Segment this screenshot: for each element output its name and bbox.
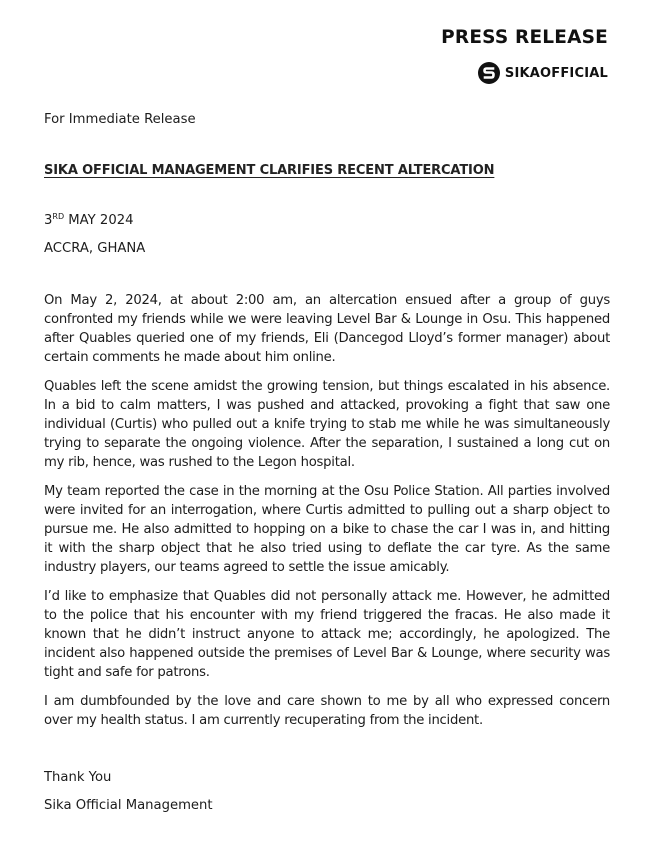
press-release-header (441, 26, 608, 84)
statement-body (44, 291, 610, 730)
paragraph: I am dumbfounded by the love and care shown to me by all who expressed concern over my health status. I am currently recuperating from the incident. (44, 694, 610, 728)
paragraph: Quables left the scene amidst the growing tension, but things escalated in his absence. In a bid to calm matters, I was pushed and attacked, provoking a fight that saw one individual (Curtis) who pulled out a knife trying to stab me while he was simultaneously trying to separate the ongoing violence. After the separation, I sustained a long cut on my rib, hence, was rushed to the Legon hospital. (44, 379, 610, 470)
paragraph: My team reported the case in the morning at the Osu Police Station. All parties involved were invited for an interrogation, where Curtis admitted to pulling out a sharp object to pursue me. He also admitted to hopping on a bike to chase the car I was in, and hitting it with the sharp object that he also tried using to deflate the car tyre. As the same industry players, our teams agreed to settle the issue amicably. (44, 484, 610, 575)
brand-name: SIKAOFFICIAL (504, 65, 608, 81)
closing: Thank You (44, 770, 112, 785)
date-day: 3 (44, 213, 53, 228)
date-suffix: RD (52, 212, 65, 221)
sika-s-logo-icon (478, 62, 500, 84)
paragraph: I’d like to emphasize that Quables did not personally attack me. However, he admitted to the police that his encounter with my friend triggered the fracas. He also made it known that he didn’t instruct anyone to attack me; accordingly, he apologized. The incident also happened outside the premises of Level Bar & Lounge, where security was tight and safe for patrons. (44, 589, 610, 680)
signature: Sika Official Management (44, 798, 213, 813)
brand-lockup (441, 62, 608, 84)
headline: SIKA OFFICIAL MANAGEMENT CLARIFIES RECENT ALTERCATION (44, 163, 495, 178)
location: ACCRA, GHANA (44, 241, 146, 256)
press-release-body (44, 110, 610, 824)
press-release-title: PRESS RELEASE (441, 27, 608, 48)
release-date (44, 211, 610, 230)
paragraph: On May 2, 2024, at about 2:00 am, an altercation ensued after a group of guys confronted my friends while we were leaving Level Bar & Lounge in Osu. This happened after Quables queried one of my friends, Eli (Dancegod Lloyd’s former manager) about certain comments he made about him online. (44, 293, 610, 365)
release-note: For Immediate Release (44, 112, 196, 127)
date-month-year: MAY 2024 (64, 213, 134, 228)
signoff (44, 768, 610, 815)
